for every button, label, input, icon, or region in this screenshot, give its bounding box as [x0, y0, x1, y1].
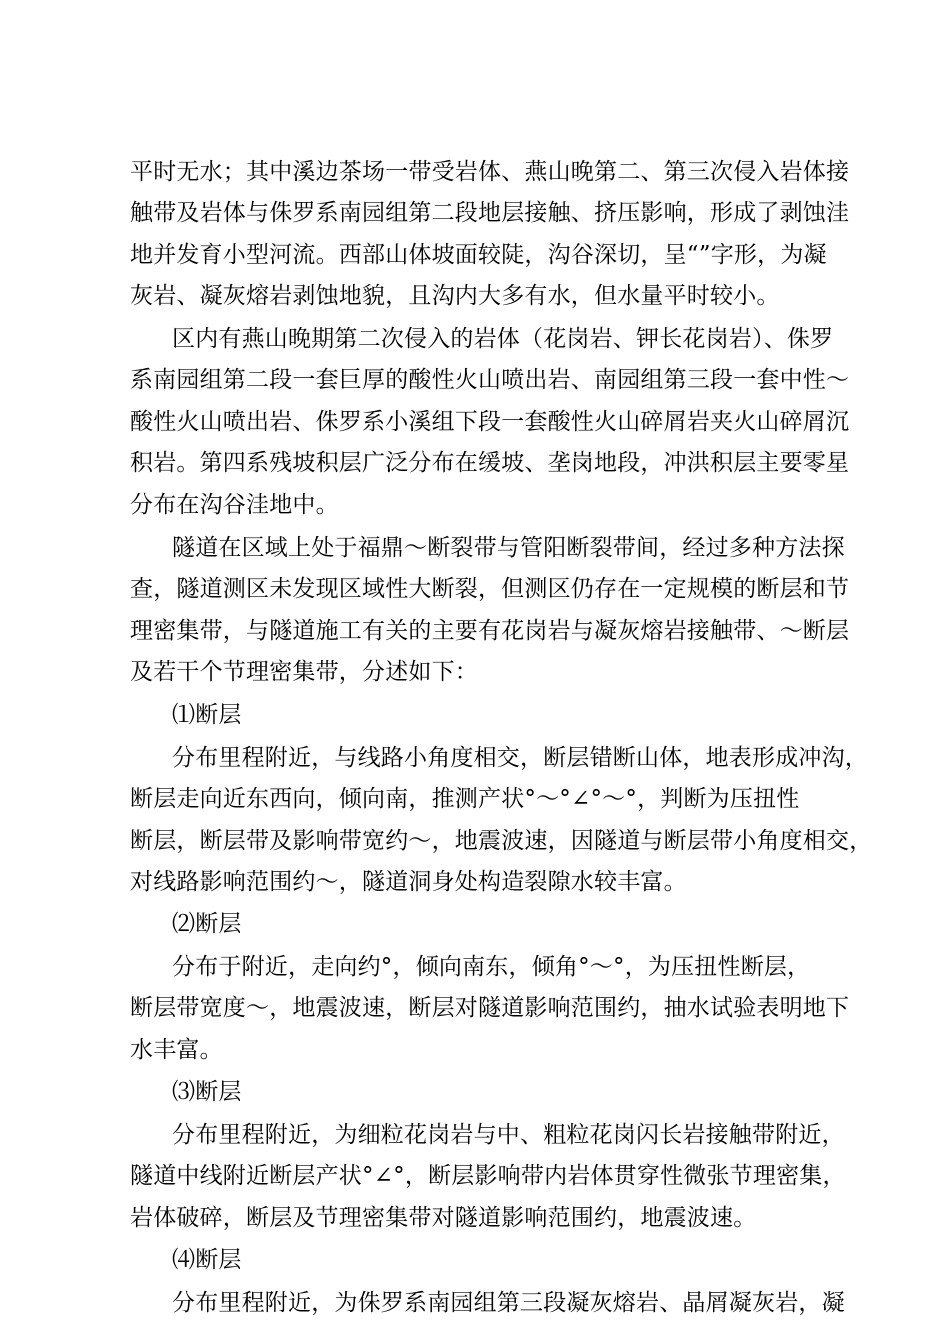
paragraph-first-line: 分布里程附近，为细粒花岗岩与中、粗粒花岗闪长岩接触带附近， — [172, 1122, 845, 1148]
paragraph-first-line: 隧道在区域上处于福鼎～断裂带与管阳断裂带间，经过多种方法探 — [172, 535, 845, 561]
section-heading: ⑴断层 — [172, 702, 242, 728]
paragraph-first-line: 分布里程附近，为侏罗系南园组第三段凝灰熔岩、晶屑凝灰岩，凝 — [172, 1290, 845, 1316]
text-line: 水丰富。 — [130, 1037, 223, 1063]
text-line: 查，隧道测区未发现区域性大断裂，但测区仍存在一定规模的断层和节 — [130, 576, 850, 602]
section-heading: ⑶断层 — [172, 1079, 242, 1105]
text-line: 灰岩、凝灰熔岩剥蚀地貌，且沟内大多有水，但水量平时较小。 — [130, 283, 780, 309]
text-line: 分布在沟谷洼地中。 — [130, 492, 339, 518]
text-line: 隧道中线附近断层产状°∠°，断层影响带内岩体贯穿性微张节理密集， — [130, 1163, 846, 1189]
paragraph-first-line: 分布里程附近，与线路小角度相交，断层错断山体，地表形成冲沟， — [172, 745, 868, 771]
text-line: 系南园组第二段一套巨厚的酸性火山喷出岩、南园组第三段一套中性～ — [130, 367, 850, 393]
text-line: 断层带宽度～，地震波速，断层对隧道影响范围约，抽水试验表明地下 — [130, 995, 850, 1021]
text-line: 酸性火山喷出岩、侏罗系小溪组下段一套酸性火山碎屑岩夹火山碎屑沉 — [130, 409, 850, 435]
text-line: 积岩。第四系残坡积层广泛分布在缓坡、垄岗地段，冲洪积层主要零星 — [130, 450, 850, 476]
section-heading: ⑷断层 — [172, 1247, 242, 1273]
paragraph-first-line: 区内有燕山晚期第二次侵入的岩体（花岗岩、钾长花岗岩）、侏罗 — [172, 326, 834, 352]
text-line: 断层，断层带及影响带宽约～，地震波速，因隧道与断层带小角度相交， — [130, 828, 873, 854]
section-heading: ⑵断层 — [172, 911, 242, 937]
text-line: 地并发育小型河流。西部山体坡面较陡，沟谷深切，呈“”字形，为凝 — [130, 242, 827, 268]
text-line: 及若干个节理密集带，分述如下： — [130, 659, 478, 685]
text-line: 断层走向近东西向，倾向南，推测产状°～°∠°～°，判断为压扭性 — [130, 786, 800, 812]
text-line: 平时无水；其中溪边茶场一带受岩体、燕山晚第二、第三次侵入岩体接 — [130, 159, 850, 185]
text-line: 对线路影响范围约～，隧道洞身处构造裂隙水较丰富。 — [130, 869, 687, 895]
text-line: 理密集带，与隧道施工有关的主要有花岗岩与凝灰熔岩接触带、～断层 — [130, 618, 850, 644]
text-line: 岩体破碎，断层及节理密集带对隧道影响范围约，地震波速。 — [130, 1205, 757, 1231]
paragraph-first-line: 分布于附近，走向约°，倾向南东，倾角°～°，为压扭性断层， — [172, 954, 811, 980]
text-line: 触带及岩体与侏罗系南园组第二段地层接触、挤压影响，形成了剥蚀洼 — [130, 200, 850, 226]
